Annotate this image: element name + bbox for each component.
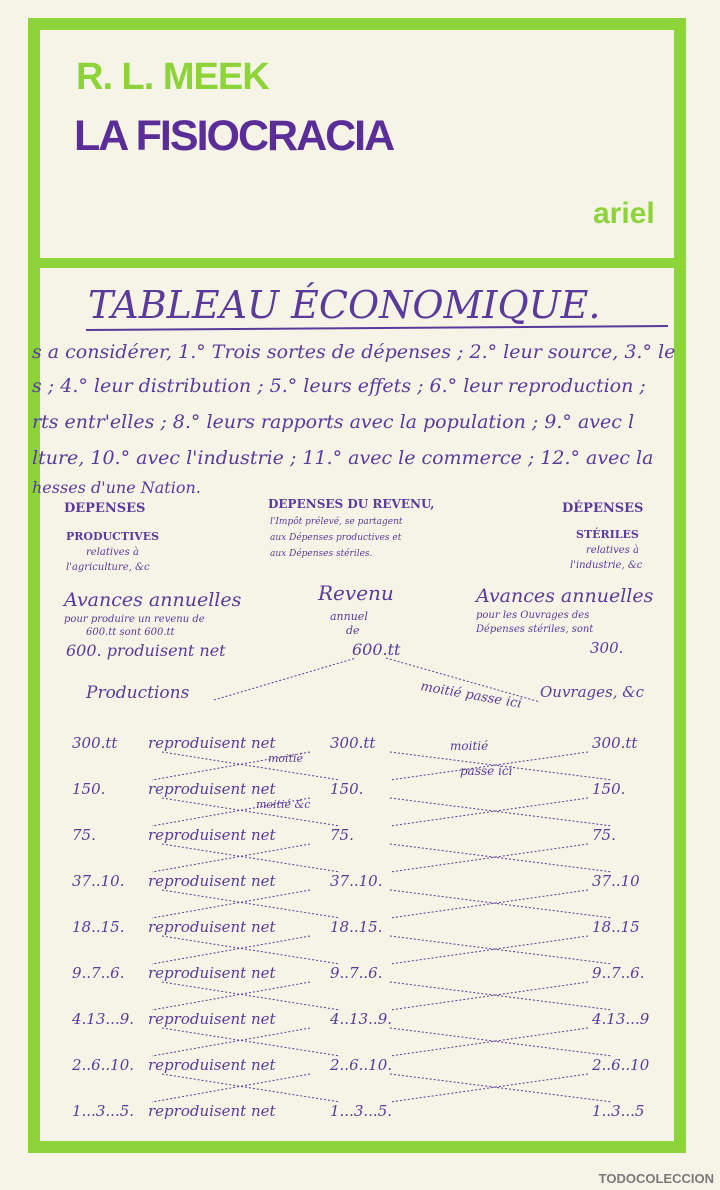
row-center-value: 2..6..10. (330, 1056, 393, 1074)
tableau-heading: TABLEAU ÉCONOMIQUE. (88, 283, 601, 327)
flow-line (162, 982, 340, 1010)
intro-line: s ; 4.° leur distribution ; 5.° leurs effets ; 6.° leur reproduction ; (32, 375, 646, 397)
row-center-value: 18..15. (330, 918, 383, 936)
flow-line (162, 752, 340, 780)
flow-label: moitié (268, 752, 304, 765)
row-reproduit-label: reproduisent net (148, 1102, 276, 1120)
right-adv-note: Dépenses stériles, sont (476, 624, 594, 635)
watermark-text: TODOCOLECCION (598, 1171, 714, 1186)
row-left-value: 4.13...9. (72, 1010, 135, 1028)
right-advances: Avances annuelles (476, 585, 654, 607)
row-left-value: 300.tt (72, 734, 118, 752)
intro-line: hesses d'une Nation. (32, 478, 201, 497)
flow-line (152, 890, 310, 918)
row-right-value: 4.13...9 (592, 1010, 650, 1028)
right-col-note: l'industrie, &c (570, 560, 643, 571)
left-col-heading: DEPENSES (64, 501, 146, 516)
flow-line (152, 844, 310, 872)
row-reproduit-label: reproduisent net (148, 780, 276, 798)
flow-line (152, 752, 310, 780)
row-center-value: 75. (330, 826, 354, 844)
flow-line (390, 844, 612, 872)
left-advances: Avances annuelles (64, 589, 242, 611)
row-left-value: 1...3...5. (72, 1102, 135, 1120)
left-col-note: l'agriculture, &c (66, 562, 150, 573)
row-center-value: 4..13..9. (330, 1010, 393, 1028)
flow-line (390, 890, 612, 918)
row-reproduit-label: reproduisent net (148, 1056, 276, 1074)
center-rev-note: annuel (330, 610, 368, 623)
row-left-value: 37..10. (72, 872, 125, 890)
flow-label: moitié (450, 739, 489, 753)
row-reproduit-label: reproduisent net (148, 918, 276, 936)
flow-line (390, 1028, 612, 1056)
row-right-value: 150. (592, 780, 626, 798)
right-col-heading: DÉPENSES (562, 501, 644, 516)
flow-line (152, 936, 310, 964)
left-col-sub: PRODUCTIVES (66, 530, 160, 543)
row-right-value: 1..3...5 (592, 1102, 645, 1120)
left-amount: 600. produisent net (66, 641, 226, 660)
flow-label: passe ici (460, 764, 513, 778)
row-reproduit-label: reproduisent net (148, 734, 276, 752)
book-title: LA FISIOCRACIA (74, 112, 394, 160)
row-center-value: 300.tt (330, 734, 376, 752)
center-revenue: Revenu (318, 581, 394, 605)
flow-line (390, 982, 612, 1010)
row-center-value: 37..10. (330, 872, 383, 890)
row-right-value: 2..6..10 (592, 1056, 650, 1074)
row-center-value: 1...3...5. (330, 1102, 393, 1120)
flow-line (162, 798, 340, 826)
flow-label: moitié &c (256, 798, 311, 811)
left-adv-note: pour produire un revenu de (64, 614, 205, 625)
flow-label: moitié passe ici (419, 679, 523, 712)
row-left-value: 150. (72, 780, 106, 798)
row-right-value: 18..15 (592, 918, 640, 936)
center-rev-note: de (346, 624, 360, 637)
flow-line (162, 1028, 340, 1056)
intro-line: s a considérer, 1.° Trois sortes de dépenses ; 2.° leur source, 3.° le (32, 341, 676, 363)
flow-line (152, 1074, 310, 1102)
row-left-value: 9..7..6. (72, 964, 125, 982)
row-center-value: 9..7..6. (330, 964, 383, 982)
center-col-note: l'Impôt prélevé, se partagent (270, 517, 403, 527)
row-right-value: 75. (592, 826, 616, 844)
row-left-value: 2..6..10. (72, 1056, 135, 1074)
flow-label: Ouvrages, &c (540, 683, 645, 701)
flow-line (390, 798, 612, 826)
intro-line: rts entr'elles ; 8.° leurs rapports avec la population ; 9.° avec l (32, 411, 635, 433)
flow-line (162, 890, 340, 918)
row-reproduit-label: reproduisent net (148, 826, 276, 844)
flow-line (152, 1028, 310, 1056)
right-adv-note: pour les Ouvrages des (476, 610, 590, 621)
right-col-note: relatives à (586, 545, 639, 556)
left-col-note: relatives à (86, 547, 139, 558)
row-reproduit-label: reproduisent net (148, 872, 276, 890)
flow-line (162, 844, 340, 872)
row-reproduit-label: reproduisent net (148, 1010, 276, 1028)
left-adv-note: 600.tt sont 600.tt (86, 627, 175, 638)
row-center-value: 150. (330, 780, 364, 798)
center-col-note: aux Dépenses stériles. (270, 549, 373, 559)
flow-line (390, 936, 612, 964)
center-col-heading: DEPENSES DU REVENU, (268, 497, 435, 511)
row-left-value: 18..15. (72, 918, 125, 936)
row-left-value: 75. (72, 826, 96, 844)
flow-line (162, 1074, 340, 1102)
right-col-sub: STÉRILES (576, 528, 639, 541)
flow-line (152, 982, 310, 1010)
center-amount: 600.tt (352, 640, 401, 659)
intro-line: lture, 10.° avec l'industrie ; 11.° avec le commerce ; 12.° avec la (32, 447, 654, 469)
row-right-value: 300.tt (592, 734, 638, 752)
row-reproduit-label: reproduisent net (148, 964, 276, 982)
row-right-value: 9..7..6. (592, 964, 645, 982)
productions-label: Productions (86, 683, 190, 703)
publisher-name: ariel (593, 197, 655, 230)
center-col-note: aux Dépenses productives et (270, 533, 402, 543)
right-amount: 300. (590, 639, 624, 657)
flow-line (152, 798, 310, 826)
flow-line (390, 1074, 612, 1102)
row-right-value: 37..10 (592, 872, 640, 890)
flow-line (162, 936, 340, 964)
author-name: R. L. MEEK (76, 56, 269, 98)
